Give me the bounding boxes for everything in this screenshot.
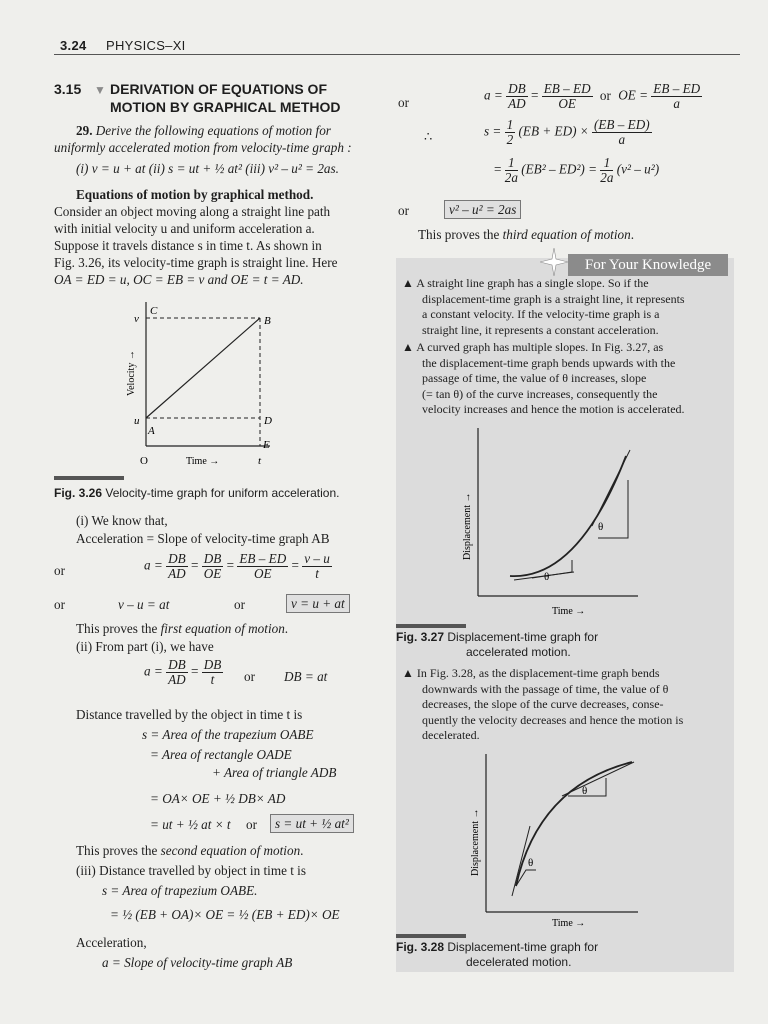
velocity-time-graph — [120, 296, 290, 472]
knowledge-bullet-1: ▲ A straight line graph has a single slope. So if the displacement-time graph is a straight line, it represents a constant velocity. If the velocity-time graph is a straight line, it represents a constant acceleration. — [402, 276, 685, 337]
rt-or2: or — [398, 203, 409, 218]
part3-s2: = ½ (EB + OA)× OE = ½ (EB + ED)× OE — [110, 907, 340, 922]
part2-s4: = OA× OE + ½ DB× AD — [150, 791, 286, 806]
bullet-icon: ▲ — [402, 666, 414, 680]
part1-eq-vu: v – u = at — [118, 597, 170, 612]
rt-therefore: ∴ — [424, 129, 433, 144]
part3-acc: Acceleration, — [76, 935, 147, 950]
section-marker-icon: ▼ — [94, 83, 106, 97]
caption-rule — [396, 934, 466, 938]
svg-text:Time →: Time → — [552, 918, 586, 929]
part1-accel: Acceleration = Slope of velocity-time graph AB — [76, 531, 330, 546]
knowledge-title: For Your Knowledge — [568, 254, 728, 276]
part1-or2: or — [54, 597, 65, 612]
knowledge-bullet-3: ▲ In Fig. 3.28, as the displacement-time graph bends downwards with the passage of time, the value of θ decreases, the slope of the curve decreases, conse- quently the velocity decreases and hence the motion is decelerated. — [402, 666, 684, 742]
section-title-line1: DERIVATION OF EQUATIONS OF — [110, 81, 327, 97]
question-line2: uniformly accelerated motion from velocity-time graph : — [54, 140, 352, 155]
part3-s1: s = Area of trapezium OABE. — [102, 883, 258, 898]
label-a: A — [148, 425, 155, 437]
label-o: O — [140, 455, 148, 467]
svg-text:θ: θ — [528, 857, 534, 869]
part1-eq: a = $\frac{DB}{AD}$ = $\frac{DB}{OE}$ = $\frac{EB - ED}{OE}$ = $\frac{v - u}{t}$ — [144, 551, 330, 581]
rt-or1: or — [398, 95, 409, 110]
part2-or: or — [244, 669, 255, 684]
svg-text:θ: θ — [598, 521, 604, 533]
accelerated-motion-graph — [458, 420, 648, 620]
label-u: u — [134, 415, 140, 427]
part2-s1: s = Area of the trapezium OABE — [142, 727, 314, 742]
first-equation-box: v = u + at — [286, 594, 350, 613]
fig327-caption: Fig. 3.27 Displacement-time graph for accelerated motion. — [396, 630, 599, 659]
svg-text:θ: θ — [582, 785, 588, 797]
label-e: E — [263, 439, 270, 451]
part3-acc2: a = Slope of velocity-time graph AB — [102, 955, 293, 970]
label-t: t — [258, 455, 262, 467]
label-v: v — [134, 313, 139, 325]
label-c: C — [150, 305, 158, 317]
fig328-caption: Fig. 3.28 Displacement-time graph for decelerated motion. — [396, 940, 599, 969]
svg-text:θ: θ — [544, 571, 550, 583]
sparkle-icon — [540, 248, 568, 276]
svg-text:Displacement →: Displacement → — [462, 492, 473, 560]
part2-eq: a = $\frac{DB}{AD}$ = $\frac{DB}{t}$ — [144, 657, 222, 687]
svg-text:Time →: Time → — [552, 606, 586, 617]
knowledge-bullet-2: ▲ A curved graph has multiple slopes. In Fig. 3.27, as the displacement-time graph bends upwards with the passage of time, the value of θ increases, slope (= tan θ) of the curve increases, consequently the velocity increases and hence the motion is accelerated. — [402, 340, 685, 416]
part2-dist: Distance travelled by the object in time t is — [76, 707, 303, 722]
part2-proves: This proves the second equation of motion. — [76, 843, 304, 858]
label-b: B — [264, 315, 271, 327]
x-axis-label: Time → — [186, 456, 220, 467]
part2-eq-db: DB = at — [284, 669, 328, 684]
part2-intro: (ii) From part (i), we have — [76, 639, 214, 654]
question-equations: (i) v = u + at (ii) s = ut + ½ at² (iii) v² – u² = 2as. — [76, 161, 339, 176]
section-title-line2: MOTION BY GRAPHICAL METHOD — [110, 99, 341, 115]
second-equation-box: s = ut + ½ at² — [270, 814, 354, 833]
part2-or2: or — [246, 817, 257, 832]
question-line1: 29. Derive the following equations of motion for — [76, 123, 331, 138]
caption-rule — [396, 624, 466, 628]
intro-paragraph: Equations of motion by graphical method. Consider an object moving along a straight line path with initial velocity u and uniform acceleration a. Suppose it travels distance s in time t. As shown in Fig. 3.26, its velocity-time graph is straight line. Here OA = ED = u, OC = EB = v and OE = t = AD. — [54, 187, 338, 287]
bullet-icon: ▲ — [402, 276, 414, 290]
part2-s5: = ut + ½ at × t — [150, 817, 231, 832]
fig326-caption: Fig. 3.26 Velocity-time graph for uniform acceleration. — [54, 486, 340, 500]
label-d: D — [264, 415, 272, 427]
page-number: 3.24 — [60, 38, 87, 53]
rt-eq-a: a = $\frac{DB}{AD}$ = $\frac{EB - ED}{OE}$ or OE = $\frac{EB - ED}{a}$ — [484, 81, 701, 111]
part2-s3: + Area of triangle ADB — [212, 765, 337, 780]
part2-s2: = Area of rectangle OADE — [150, 747, 292, 762]
rt-proves: This proves the third equation of motion. — [418, 227, 634, 242]
section-number: 3.15 — [54, 81, 82, 97]
decelerated-motion-graph — [458, 746, 648, 932]
subject-name: PHYSICS–XI — [106, 38, 186, 53]
caption-rule — [54, 476, 124, 480]
rt-eq-l3: = $\frac{1}{2a}$ (EB² – ED²) = $\frac{1}{2a}$ (v² – u²) — [494, 155, 660, 185]
header-rule — [54, 54, 740, 55]
part3-intro: (iii) Distance travelled by object in time t is — [76, 863, 306, 878]
part1-or3: or — [234, 597, 245, 612]
y-axis-label: Velocity → — [126, 350, 137, 396]
rt-eq-s: s = $\frac{1}{2}$ (EB + ED) × $\frac{(EB - ED)}{a}$ — [484, 117, 650, 147]
bullet-icon: ▲ — [402, 340, 414, 354]
part1-proves: This proves the first equation of motion. — [76, 621, 289, 636]
svg-text:Displacement →: Displacement → — [470, 808, 481, 876]
part1-intro: (i) We know that, — [76, 513, 168, 528]
part1-or: or — [54, 563, 65, 578]
third-equation-box: v² – u² = 2as — [444, 200, 521, 219]
